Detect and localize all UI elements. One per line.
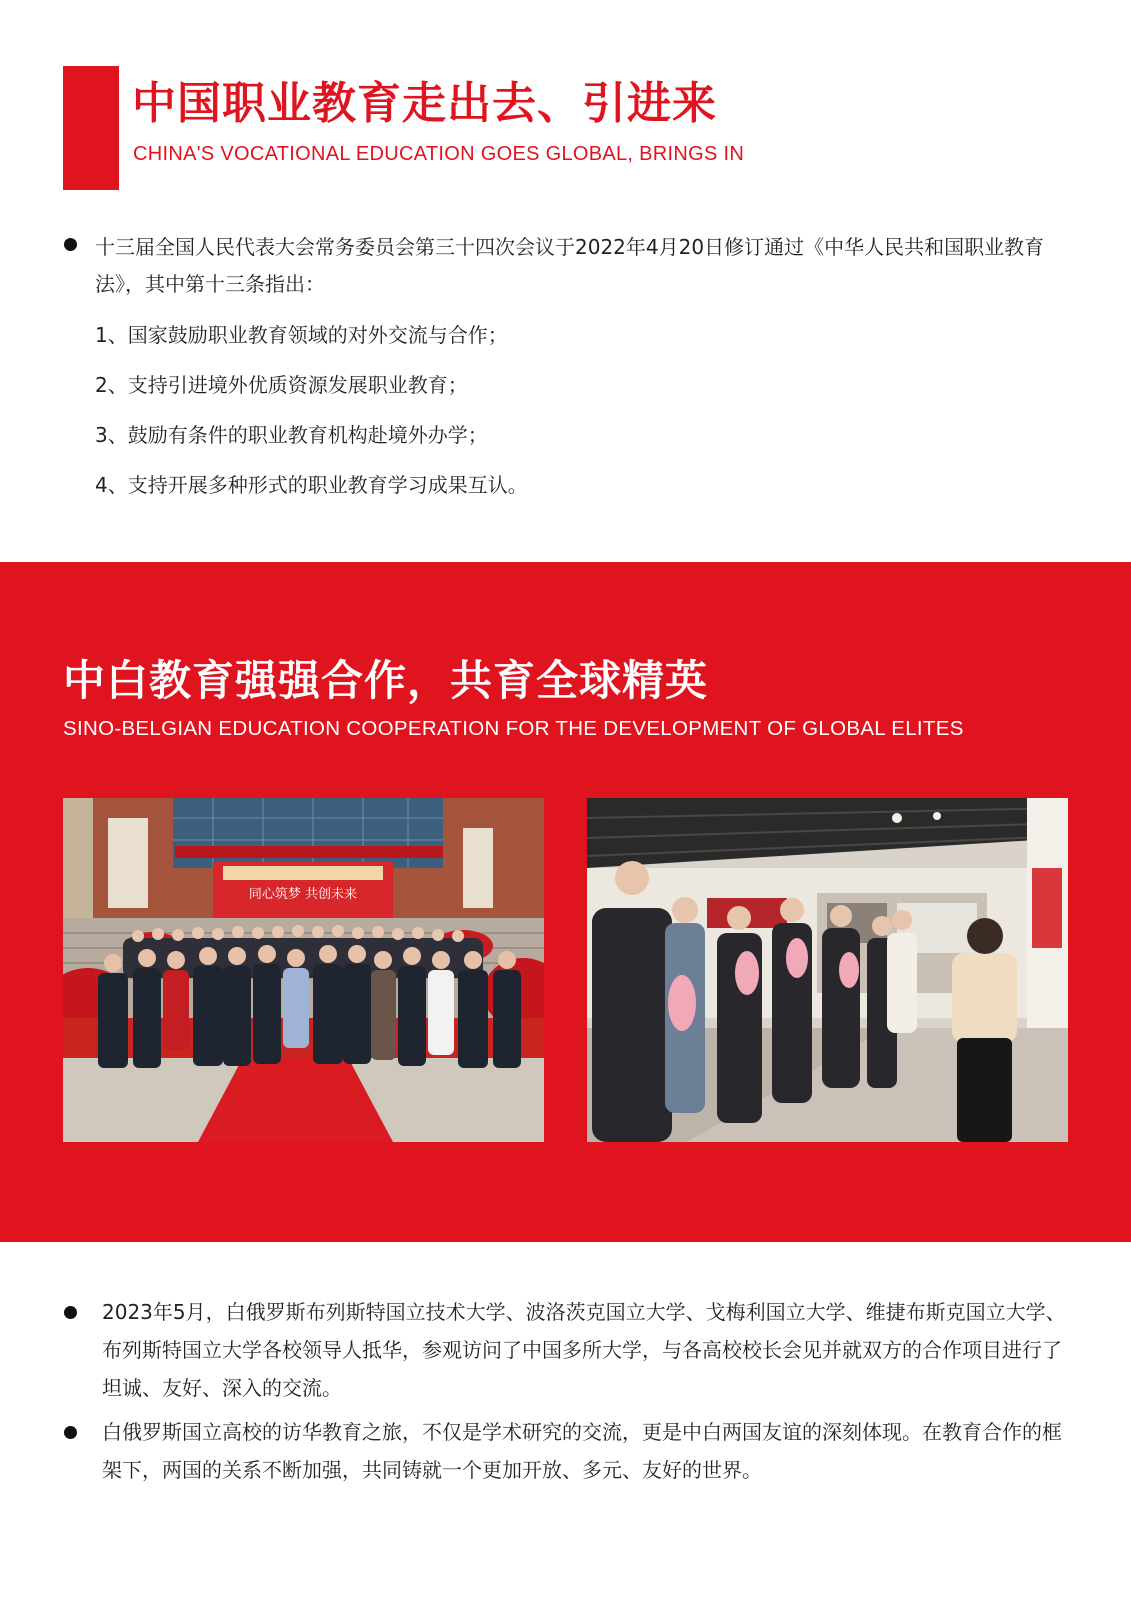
visit-paragraph: 2023年5月，白俄罗斯布列斯特国立技术大学、波洛茨克国立大学、戈梅利国立大学、维捷布斯克国立大学、布列斯特国立大学各校领导人抵华，参观访问了中国多所大学，与各高校校长会见并就双方的合作项目进行了坦诚、友好、深入的交流。 xyxy=(102,1300,1066,1400)
section1-subtitle: CHINA'S VOCATIONAL EDUCATION GOES GLOBAL, BRINGS IN xyxy=(133,143,745,165)
bullet-icon xyxy=(64,238,77,251)
banner-slogan: 同心筑梦 共创未来 xyxy=(248,887,358,902)
group-photo xyxy=(63,798,544,1142)
bullet-icon xyxy=(64,1426,77,1439)
section2-title: 中白教育强强合作，共育全球精英 xyxy=(63,656,709,705)
bullet-icon xyxy=(64,1306,77,1319)
section1-title: 中国职业教育走出去、引进来 xyxy=(132,78,717,129)
law-item-3: 3、鼓励有条件的职业教育机构赴境外办学； xyxy=(95,423,488,447)
title-accent-bar xyxy=(63,66,119,190)
law-item-1: 1、国家鼓励职业教育领域的对外交流与合作； xyxy=(95,323,508,347)
law-intro-paragraph: 十三届全国人民代表大会常务委员会第三十四次会议于2022年4月20日修订通过《中华人民共和国职业教育法》，其中第十三条指出： xyxy=(95,235,1045,296)
exhibition-photo xyxy=(587,798,1068,1142)
section2-subtitle: SINO-BELGIAN EDUCATION COOPERATION FOR THE DEVELOPMENT OF GLOBAL ELITES xyxy=(63,717,964,740)
law-item-4: 4、支持开展多种形式的职业教育学习成果互认。 xyxy=(95,473,528,497)
friendship-paragraph: 白俄罗斯国立高校的访华教育之旅，不仅是学术研究的交流，更是中白两国友谊的深刻体现。在教育合作的框架下，两国的关系不断加强，共同铸就一个更加开放、多元、友好的世界。 xyxy=(102,1420,1062,1482)
law-item-2: 2、支持引进境外优质资源发展职业教育； xyxy=(95,373,468,397)
